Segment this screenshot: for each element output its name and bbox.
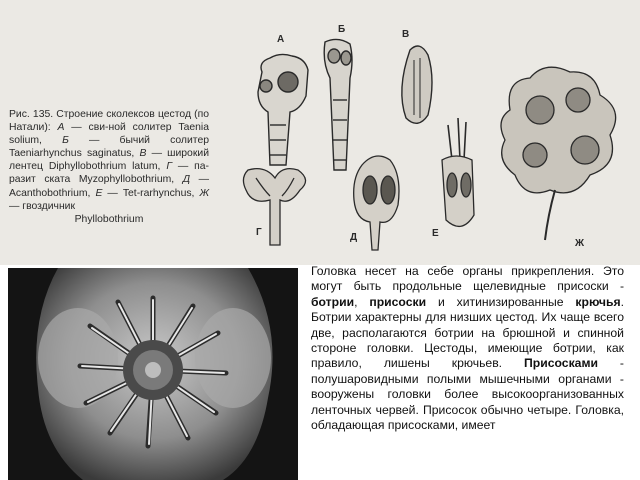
term-botria: ботрии	[311, 294, 355, 309]
caption-head: Рис. 135. Строение сколексов цестод (по Натали):	[9, 109, 209, 134]
caption-e: Е	[95, 187, 103, 199]
letter-v: В	[402, 29, 410, 40]
text-p2: и хитинизированные	[426, 294, 576, 309]
figure-caption	[9, 108, 209, 226]
text-p1: Головка несет на себе органы прикрепления. Это могут быть продольные щелевидные присоски -	[311, 264, 624, 294]
drawing-g	[243, 169, 305, 245]
caption-g: Г	[166, 161, 172, 173]
drawing-d	[354, 156, 399, 250]
letter-d: Д	[350, 232, 358, 243]
drawing-e	[442, 118, 474, 226]
text-sep1: ,	[354, 294, 370, 309]
drawing-b	[324, 39, 352, 170]
drawing-a	[258, 54, 308, 165]
caption-zh: Ж	[199, 187, 209, 199]
caption-a: А	[57, 122, 65, 134]
term-kryuchya: крючья	[575, 294, 621, 309]
letter-zh: Ж	[575, 238, 585, 249]
scolex-sem-photo	[8, 268, 298, 480]
term-prisoskami: Присосками	[524, 356, 598, 371]
caption-d: Д	[182, 174, 191, 186]
caption-zh-text: — гвоздичник	[9, 200, 76, 212]
drawing-v	[402, 46, 432, 123]
letter-b: Б	[338, 24, 346, 35]
text-p4: - полушаровидными полыми мышечными органами - вооружены головки более высокоорганизованных ленточных червей. Присосок обычно четыре. Головка, обладающая присосками, имеет	[311, 356, 624, 433]
caption-b: Б	[62, 135, 69, 147]
caption-a-text: — сви-ной солитер Taenia solium,	[9, 122, 209, 147]
body-paragraph	[311, 264, 624, 433]
caption-v: В	[139, 148, 147, 160]
caption-v-text: — широкий лентец Diphyllobothrium latum,	[9, 148, 209, 173]
letter-g: Г	[256, 227, 262, 238]
caption-g-text: — па-разит ската Myzophyllobothrium,	[9, 161, 210, 186]
text-p3: . Ботрии характерны для низших цестод. Их чаще всего две, располагаются ботрии на брюшной и спинной стороне головки. Цестоды, имеющие ботрии, как правило, лишены крючьев.	[311, 294, 624, 371]
drawing-zh	[501, 67, 616, 240]
letter-e: Е	[432, 228, 439, 239]
caption-last: Phyllobothrium	[74, 213, 144, 225]
caption-e-text: — Tet-rarhynchus,	[102, 187, 200, 199]
term-prisoski: присоски	[369, 294, 427, 309]
caption-b-text: — бычий солитер Taeniarhynchus saginatus,	[9, 135, 209, 160]
letter-a: А	[277, 34, 285, 45]
caption-d-text: — Acanthobothrium,	[9, 174, 210, 199]
scolex-photo-image	[8, 268, 298, 480]
